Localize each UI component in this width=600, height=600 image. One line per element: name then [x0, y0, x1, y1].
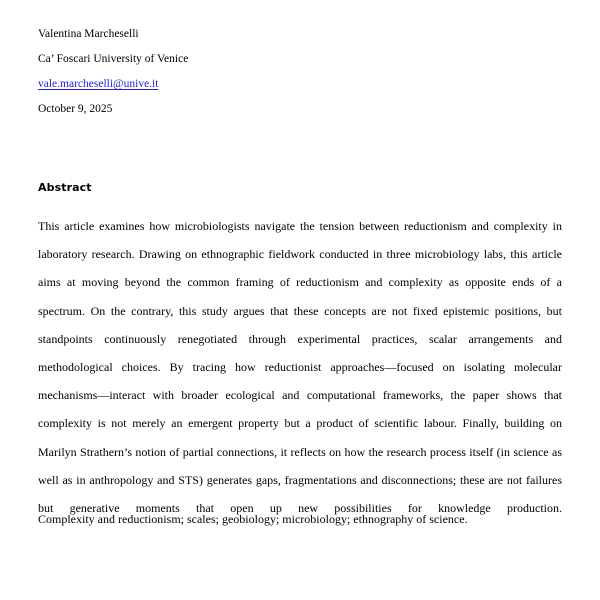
author-email-link[interactable]: vale.marcheselli@unive.it — [38, 78, 159, 90]
author-name: Valentina Marcheselli — [38, 28, 139, 40]
document-header — [38, 22, 562, 122]
abstract-body-text: This article examines how microbiologists navigate the tension between reductionism and complexity in laboratory research. Drawing on ethnographic fieldwork conducted in three microbiology labs, this article aims at moving beyond the common framing of reductionism and complexity as opposite ends of a spectrum. On the contrary, this study argues that these concepts are not fixed epistemic positions, but standpoints continuously renegotiated through experimental practices, scalar arrangements and methodological choices. By tracing how reductionist approaches—focused on isolating molecular mechanisms—interact with broader ecological and computational frameworks, the paper shows that complexity is not merely an emergent property but a product of scientific labour. Finally, building on Marilyn Strathern’s notion of partial connections, it reflects on how the research process itself (in science as well as in anthropology and STS) generates gaps, fragmentations and disconnections; these are not failures but generative moments that open up new possibilities for knowledge production. — [38, 219, 562, 516]
document-date: October 9, 2025 — [38, 103, 113, 115]
author-email-line — [38, 72, 562, 97]
abstract-heading: Abstract — [38, 181, 92, 194]
keywords-line: Complexity and reductionism; scales; geobiology; microbiology; ethnography of science. — [38, 512, 468, 526]
author-affiliation: Ca’ Foscari University of Venice — [38, 53, 189, 65]
